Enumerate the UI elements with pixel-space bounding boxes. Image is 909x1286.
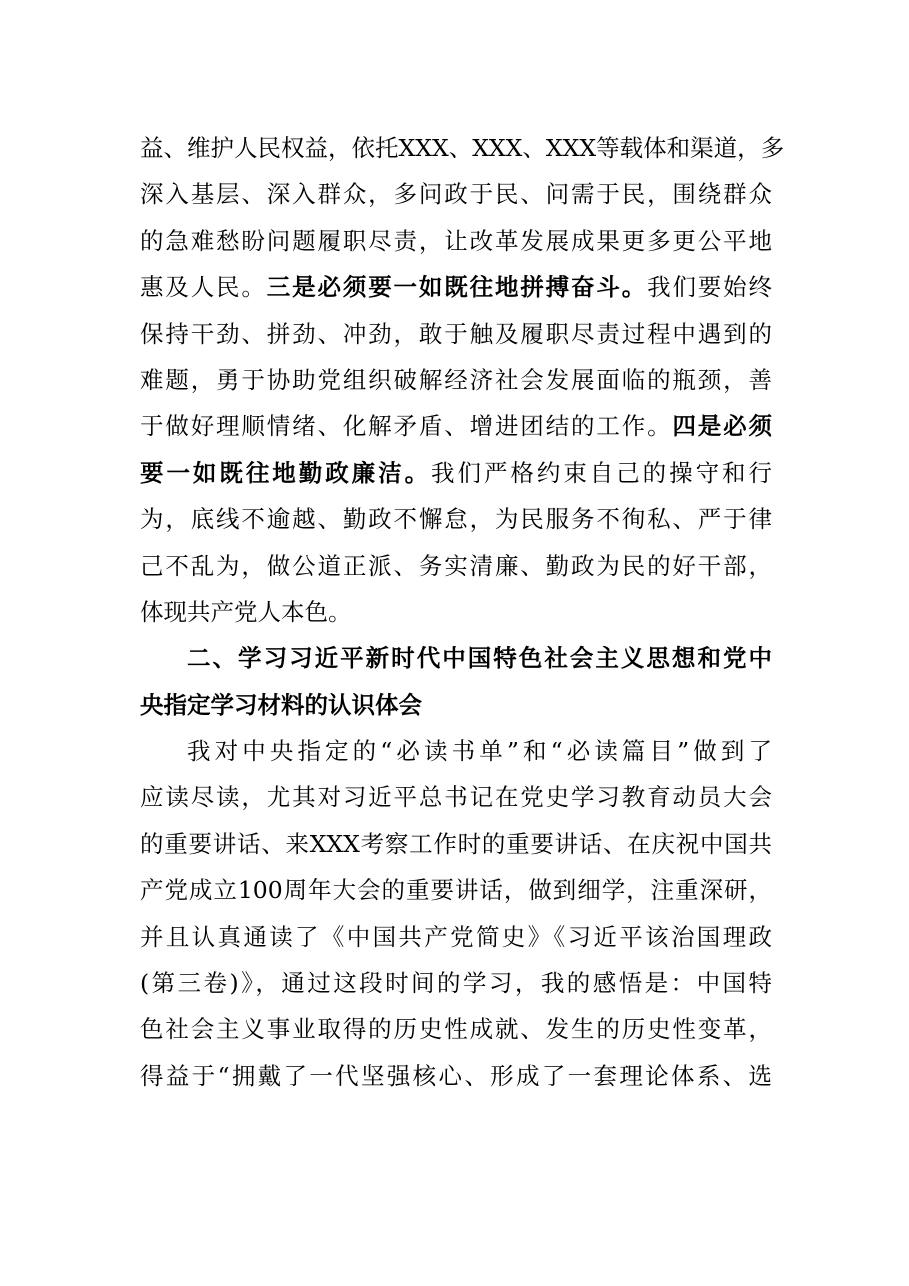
text-line xyxy=(140,543,772,589)
text-segment: 深入基层、深入群众，多问政于民、问需于民，围绕群众 xyxy=(140,180,772,209)
text-segment: 体现共产党人本色。 xyxy=(140,597,352,626)
text-line xyxy=(140,311,772,357)
bold-text-segment: 要一如既往地勤政廉洁。 xyxy=(140,458,432,487)
text-segment: 难题，勇于协助党组织破解经济社会发展面临的瓶颈，善 xyxy=(140,365,772,394)
text-line xyxy=(140,635,772,681)
document-body xyxy=(140,125,785,1099)
text-segment: 于做好理顺情绪、化解矛盾、增进团结的工作。 xyxy=(140,412,673,441)
text-line xyxy=(140,914,772,960)
text-segment: 得益于“拥戴了一代坚强核心、形成了一套理论体系、选 xyxy=(140,1061,772,1090)
text-line xyxy=(140,867,772,913)
text-segment: 保持干劲、拼劲、冲劲，敢于触及履职尽责过程中遇到的 xyxy=(140,319,772,348)
text-segment: 应读尽读，尤其对习近平总书记在党史学习教育动员大会 xyxy=(140,783,772,812)
bold-text-segment: 四是必须 xyxy=(672,412,773,441)
text-segment: 的急难愁盼问题履职尽责，让改革发展成果更多更公平地 xyxy=(140,226,772,255)
text-segment: 惠及人民。 xyxy=(140,273,267,302)
text-segment: 产党成立100周年大会的重要讲话，做到细学，注重深研， xyxy=(140,876,772,905)
text-line xyxy=(140,171,772,217)
text-segment: 我们严格约束自己的操守和行 xyxy=(431,458,773,487)
text-line xyxy=(140,450,772,496)
text-line xyxy=(140,264,772,310)
text-line xyxy=(140,1053,772,1099)
text-line xyxy=(140,821,772,867)
text-segment: 益、维护人民权益，依托XXX、XXX、XXX等载体和渠道，多 xyxy=(140,134,785,162)
bold-text-segment: 央指定学习材料的认识体会 xyxy=(140,690,422,719)
text-line xyxy=(140,682,772,728)
text-line xyxy=(140,774,772,820)
text-line xyxy=(140,125,785,171)
text-segment: 并且认真通读了《中国共产党简史》《习近平该治国理政 xyxy=(140,922,772,951)
text-segment: 的重要讲话、来XXX考察工作时的重要讲话、在庆祝中国共 xyxy=(140,829,772,858)
text-segment: 我对中央指定的“必读书单”和“必读篇目”做到了 xyxy=(187,737,772,766)
text-line xyxy=(140,218,772,264)
text-segment: 我们要始终 xyxy=(647,273,773,302)
text-line xyxy=(140,728,772,774)
text-line xyxy=(140,496,772,542)
text-line xyxy=(140,403,772,449)
bold-text-segment: 三是必须要一如既往地拼搏奋斗。 xyxy=(266,273,648,302)
text-line xyxy=(140,589,772,635)
bold-text-segment: 二、学习习近平新时代中国特色社会主义思想和党中 xyxy=(187,644,772,673)
text-line xyxy=(140,960,772,1006)
text-segment: 己不乱为，做公道正派、务实清廉、勤政为民的好干部， xyxy=(140,551,772,580)
text-line xyxy=(140,357,772,403)
text-segment: 为，底线不逾越、勤政不懈怠，为民服务不徇私、严于律 xyxy=(140,505,772,534)
text-segment: (第三卷)》，通过这段时间的学习，我的感悟是：中国特 xyxy=(140,969,772,998)
text-segment: 色社会主义事业取得的历史性成就、发生的历史性变革， xyxy=(140,1015,772,1044)
text-line xyxy=(140,1006,772,1052)
